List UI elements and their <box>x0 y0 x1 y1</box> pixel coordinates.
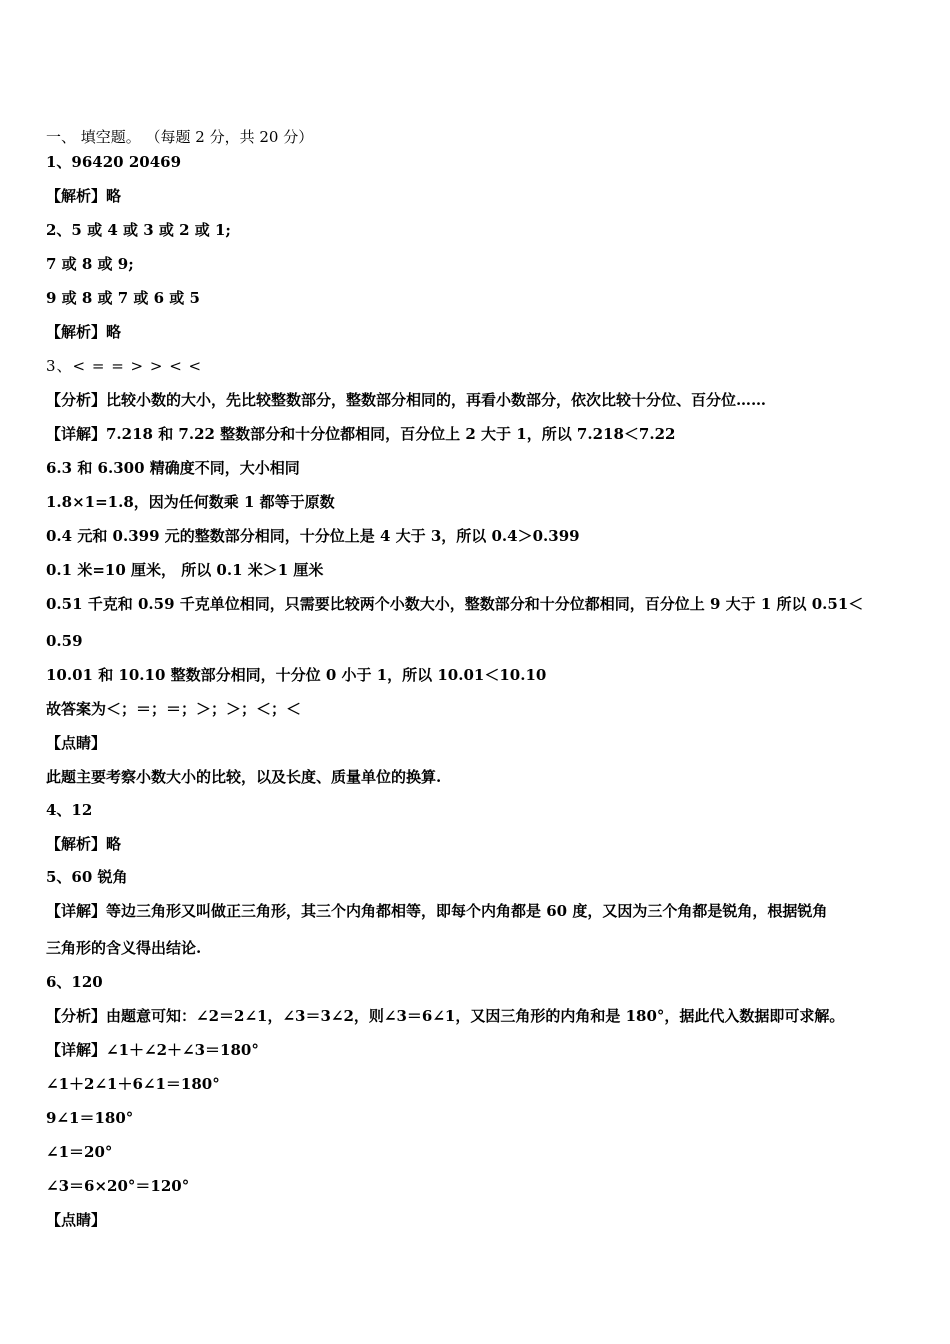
detail-6-line-2: ∠1＋2∠1＋6∠1＝180° <box>46 1075 220 1093</box>
detail-6-line-5: ∠3＝6×20°＝120° <box>46 1177 190 1195</box>
detail-6-line-1: 【详解】∠1＋∠2＋∠3＝180° <box>46 1041 259 1059</box>
detail-6-line-3: 9∠1＝180° <box>46 1109 134 1127</box>
detail-6-line-4: ∠1＝20° <box>46 1143 113 1161</box>
detail-3-line-6-cont: 0.59 <box>46 632 83 650</box>
tip-3: 此题主要考察小数大小的比较，以及长度、质量单位的换算. <box>46 768 442 786</box>
analysis-6: 【分析】由题意可知：∠2＝2∠1，∠3＝3∠2，则∠3＝6∠1，又因三角形的内角和是 180°，据此代入数据即可求解。 <box>46 1007 845 1025</box>
detail-3-line-6: 0.51 千克和 0.59 千克单位相同，只需要比较两个小数大小，整数部分和十分位都相同，百分位上 9 大于 1 所以 0.51＜ <box>46 595 864 613</box>
detail-3-line-5: 0.1 米=10 厘米， 所以 0.1 米＞1 厘米 <box>46 561 324 579</box>
analysis-4: 【解析】略 <box>46 835 122 853</box>
analysis-1: 【解析】略 <box>46 187 122 205</box>
answer-summary-3: 故答案为＜；＝；＝；＞；＞；＜；＜ <box>46 700 302 718</box>
detail-5-line-2: 三角形的含义得出结论. <box>46 939 202 957</box>
answer-2-line-1: 2、5 或 4 或 3 或 2 或 1; <box>46 221 231 239</box>
answer-4: 4、12 <box>46 801 93 819</box>
analysis-3-intro: 【分析】比较小数的大小，先比较整数部分，整数部分相同的，再看小数部分，依次比较十分位、百分位…… <box>46 391 767 409</box>
section-heading: 一、 填空题。 （每题 2 分，共 20 分） <box>46 128 314 146</box>
detail-3-line-3: 1.8×1=1.8，因为任何数乘 1 都等于原数 <box>46 493 335 511</box>
answer-6: 6、120 <box>46 973 103 991</box>
detail-3-line-2: 6.3 和 6.300 精确度不同，大小相同 <box>46 459 300 477</box>
answer-2-line-3: 9 或 8 或 7 或 6 或 5 <box>46 289 200 307</box>
answer-5: 5、60 锐角 <box>46 868 128 886</box>
tip-heading-3: 【点睛】 <box>46 734 107 752</box>
tip-heading-6: 【点睛】 <box>46 1211 107 1229</box>
analysis-2: 【解析】略 <box>46 323 122 341</box>
answer-3: 3、< = = > > < < <box>46 357 203 375</box>
answer-1: 1、96420 20469 <box>46 153 182 171</box>
detail-3-line-1: 【详解】7.218 和 7.22 整数部分和十分位都相同，百分位上 2 大于 1，所以 7.218＜7.22 <box>46 425 676 443</box>
detail-5-line-1: 【详解】等边三角形又叫做正三角形，其三个内角都相等，即每个内角都是 60 度，又因为三个角都是锐角，根据锐角 <box>46 902 828 920</box>
detail-3-line-4: 0.4 元和 0.399 元的整数部分相同，十分位上是 4 大于 3，所以 0.4＞0.399 <box>46 527 580 545</box>
answer-2-line-2: 7 或 8 或 9; <box>46 255 134 273</box>
detail-3-line-7: 10.01 和 10.10 整数部分相同，十分位 0 小于 1，所以 10.01＜10.10 <box>46 666 547 684</box>
